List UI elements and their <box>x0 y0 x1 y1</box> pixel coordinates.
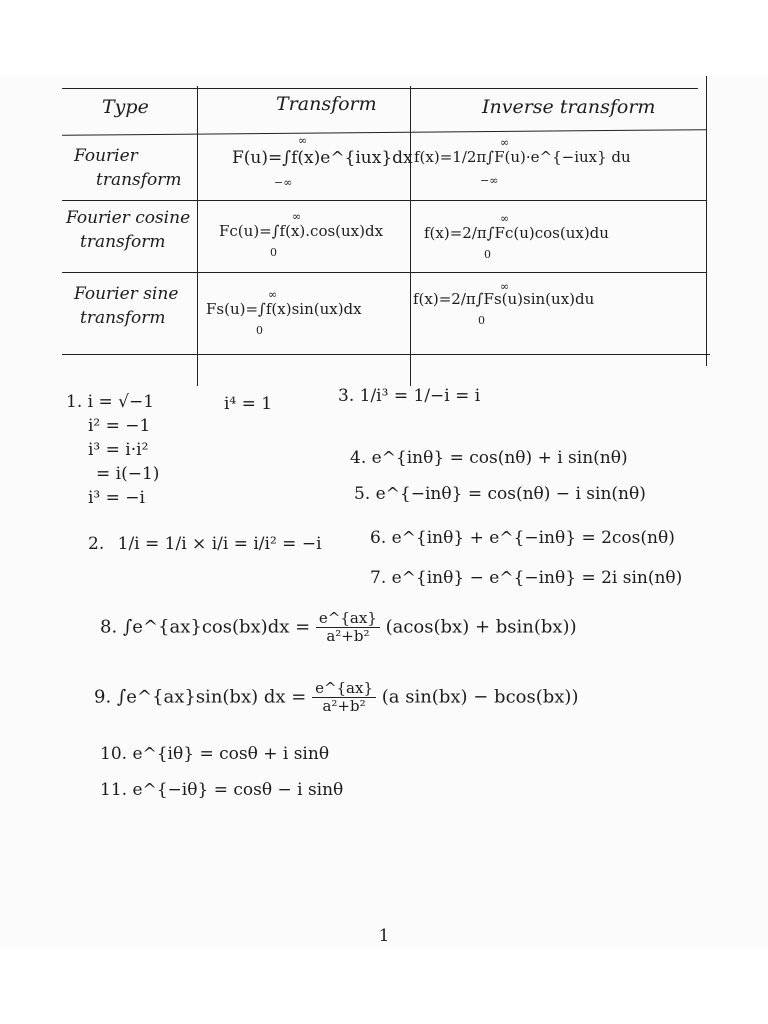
denominator: a²+b² <box>322 697 366 715</box>
identity-1-line: i² = −1 <box>88 416 151 436</box>
upper-limit: ∞ <box>292 210 302 223</box>
row-type-line2: transform <box>80 232 166 252</box>
identity-1-line: i³ = −i <box>88 488 145 508</box>
numerator: e^{ax} <box>312 680 376 698</box>
identity-3: 3. 1/i³ = 1/−i = i <box>338 386 481 406</box>
upper-limit: ∞ <box>500 280 510 293</box>
upper-limit: ∞ <box>500 136 510 149</box>
upper-limit: ∞ <box>268 288 278 301</box>
identity-1-line: = i(−1) <box>96 464 160 484</box>
table-divider <box>197 86 198 386</box>
identity-9 <box>94 680 578 715</box>
lower-limit: 0 <box>270 246 277 259</box>
identity-3-lhs: 1/i³ <box>359 386 389 406</box>
table-rule <box>62 88 698 89</box>
table-rule <box>62 200 706 201</box>
numerator: e^{ax} <box>316 610 380 628</box>
lower-limit: −∞ <box>480 174 499 187</box>
identity-7: 7. e^{inθ} − e^{−inθ} = 2i sin(nθ) <box>370 568 683 588</box>
row-type <box>74 282 178 330</box>
lower-limit: −∞ <box>274 176 293 189</box>
item-number: 3. <box>338 386 355 406</box>
identity-9-rhs: (a sin(bx) − bcos(bx)) <box>381 686 579 708</box>
transform-formula: F(u)=∫f(x)e^{iux}dx <box>232 148 413 168</box>
identity-2-expression: 1/i = 1/i × i/i = i/i² = −i <box>117 534 322 554</box>
row-type-line2: transform <box>96 170 182 190</box>
identity-11: 11. e^{−iθ} = cosθ − i sinθ <box>100 780 344 800</box>
identity-3-rhs: = i <box>455 386 481 406</box>
transform-formula: Fs(u)=∫f(x)sin(ux)dx <box>206 300 362 318</box>
identity-10: 10. e^{iθ} = cosθ + i sinθ <box>100 744 330 764</box>
table-rule <box>62 272 706 273</box>
inverse-formula: f(x)=1/2π∫F(u)·e^{−iux} du <box>414 148 631 166</box>
row-type-line2: transform <box>80 308 166 328</box>
identity-8-lhs: ∫e^{ax}cos(bx)dx = <box>122 616 311 638</box>
identity-5: 5. e^{−inθ} = cos(nθ) − i sin(nθ) <box>354 484 646 504</box>
identity-8-rhs: (acos(bx) + bsin(bx)) <box>385 616 577 638</box>
identity-1 <box>66 390 159 510</box>
fraction <box>316 610 380 645</box>
lower-limit: 0 <box>478 314 485 327</box>
row-type-line1: Fourier sine <box>74 284 179 304</box>
header-inverse-transform: Inverse transform <box>482 96 656 118</box>
lower-limit: 0 <box>256 324 263 337</box>
header-transform: Transform <box>276 93 377 115</box>
identity-i4: i⁴ = 1 <box>224 394 273 414</box>
identity-8 <box>100 610 577 645</box>
row-type-line1: Fourier cosine <box>66 208 191 228</box>
item-number: 8. <box>100 616 118 638</box>
identity-1-line: 1. i = √−1 <box>66 392 155 412</box>
table-rule <box>62 354 710 355</box>
header-type: Type <box>102 96 149 118</box>
item-number: 9. <box>94 686 112 708</box>
page-number: 1 <box>378 926 390 946</box>
scanned-page <box>0 76 768 948</box>
identity-4: 4. e^{inθ} = cos(nθ) + i sin(nθ) <box>350 448 628 468</box>
table-divider <box>706 76 707 366</box>
identity-6: 6. e^{inθ} + e^{−inθ} = 2cos(nθ) <box>370 528 675 548</box>
upper-limit: ∞ <box>500 212 510 225</box>
transform-formula: Fc(u)=∫f(x).cos(ux)dx <box>219 222 384 240</box>
identity-1-line: i³ = i·i² <box>88 440 149 460</box>
inverse-formula: f(x)=2/π∫Fc(u)cos(ux)du <box>424 224 609 242</box>
identity-3-mid: 1/−i <box>413 386 450 406</box>
row-type <box>74 144 182 192</box>
upper-limit: ∞ <box>298 134 308 147</box>
item-number: 2. <box>88 534 105 554</box>
table-divider <box>410 86 411 386</box>
fraction <box>312 680 376 715</box>
lower-limit: 0 <box>484 248 491 261</box>
inverse-formula: f(x)=2/π∫Fs(u)sin(ux)du <box>413 290 595 308</box>
identity-2 <box>88 534 322 554</box>
table-rule <box>62 129 706 136</box>
row-type-line1: Fourier <box>74 146 138 166</box>
identity-9-lhs: ∫e^{ax}sin(bx) dx = <box>116 686 307 708</box>
denominator: a²+b² <box>326 627 370 645</box>
row-type <box>66 206 190 254</box>
